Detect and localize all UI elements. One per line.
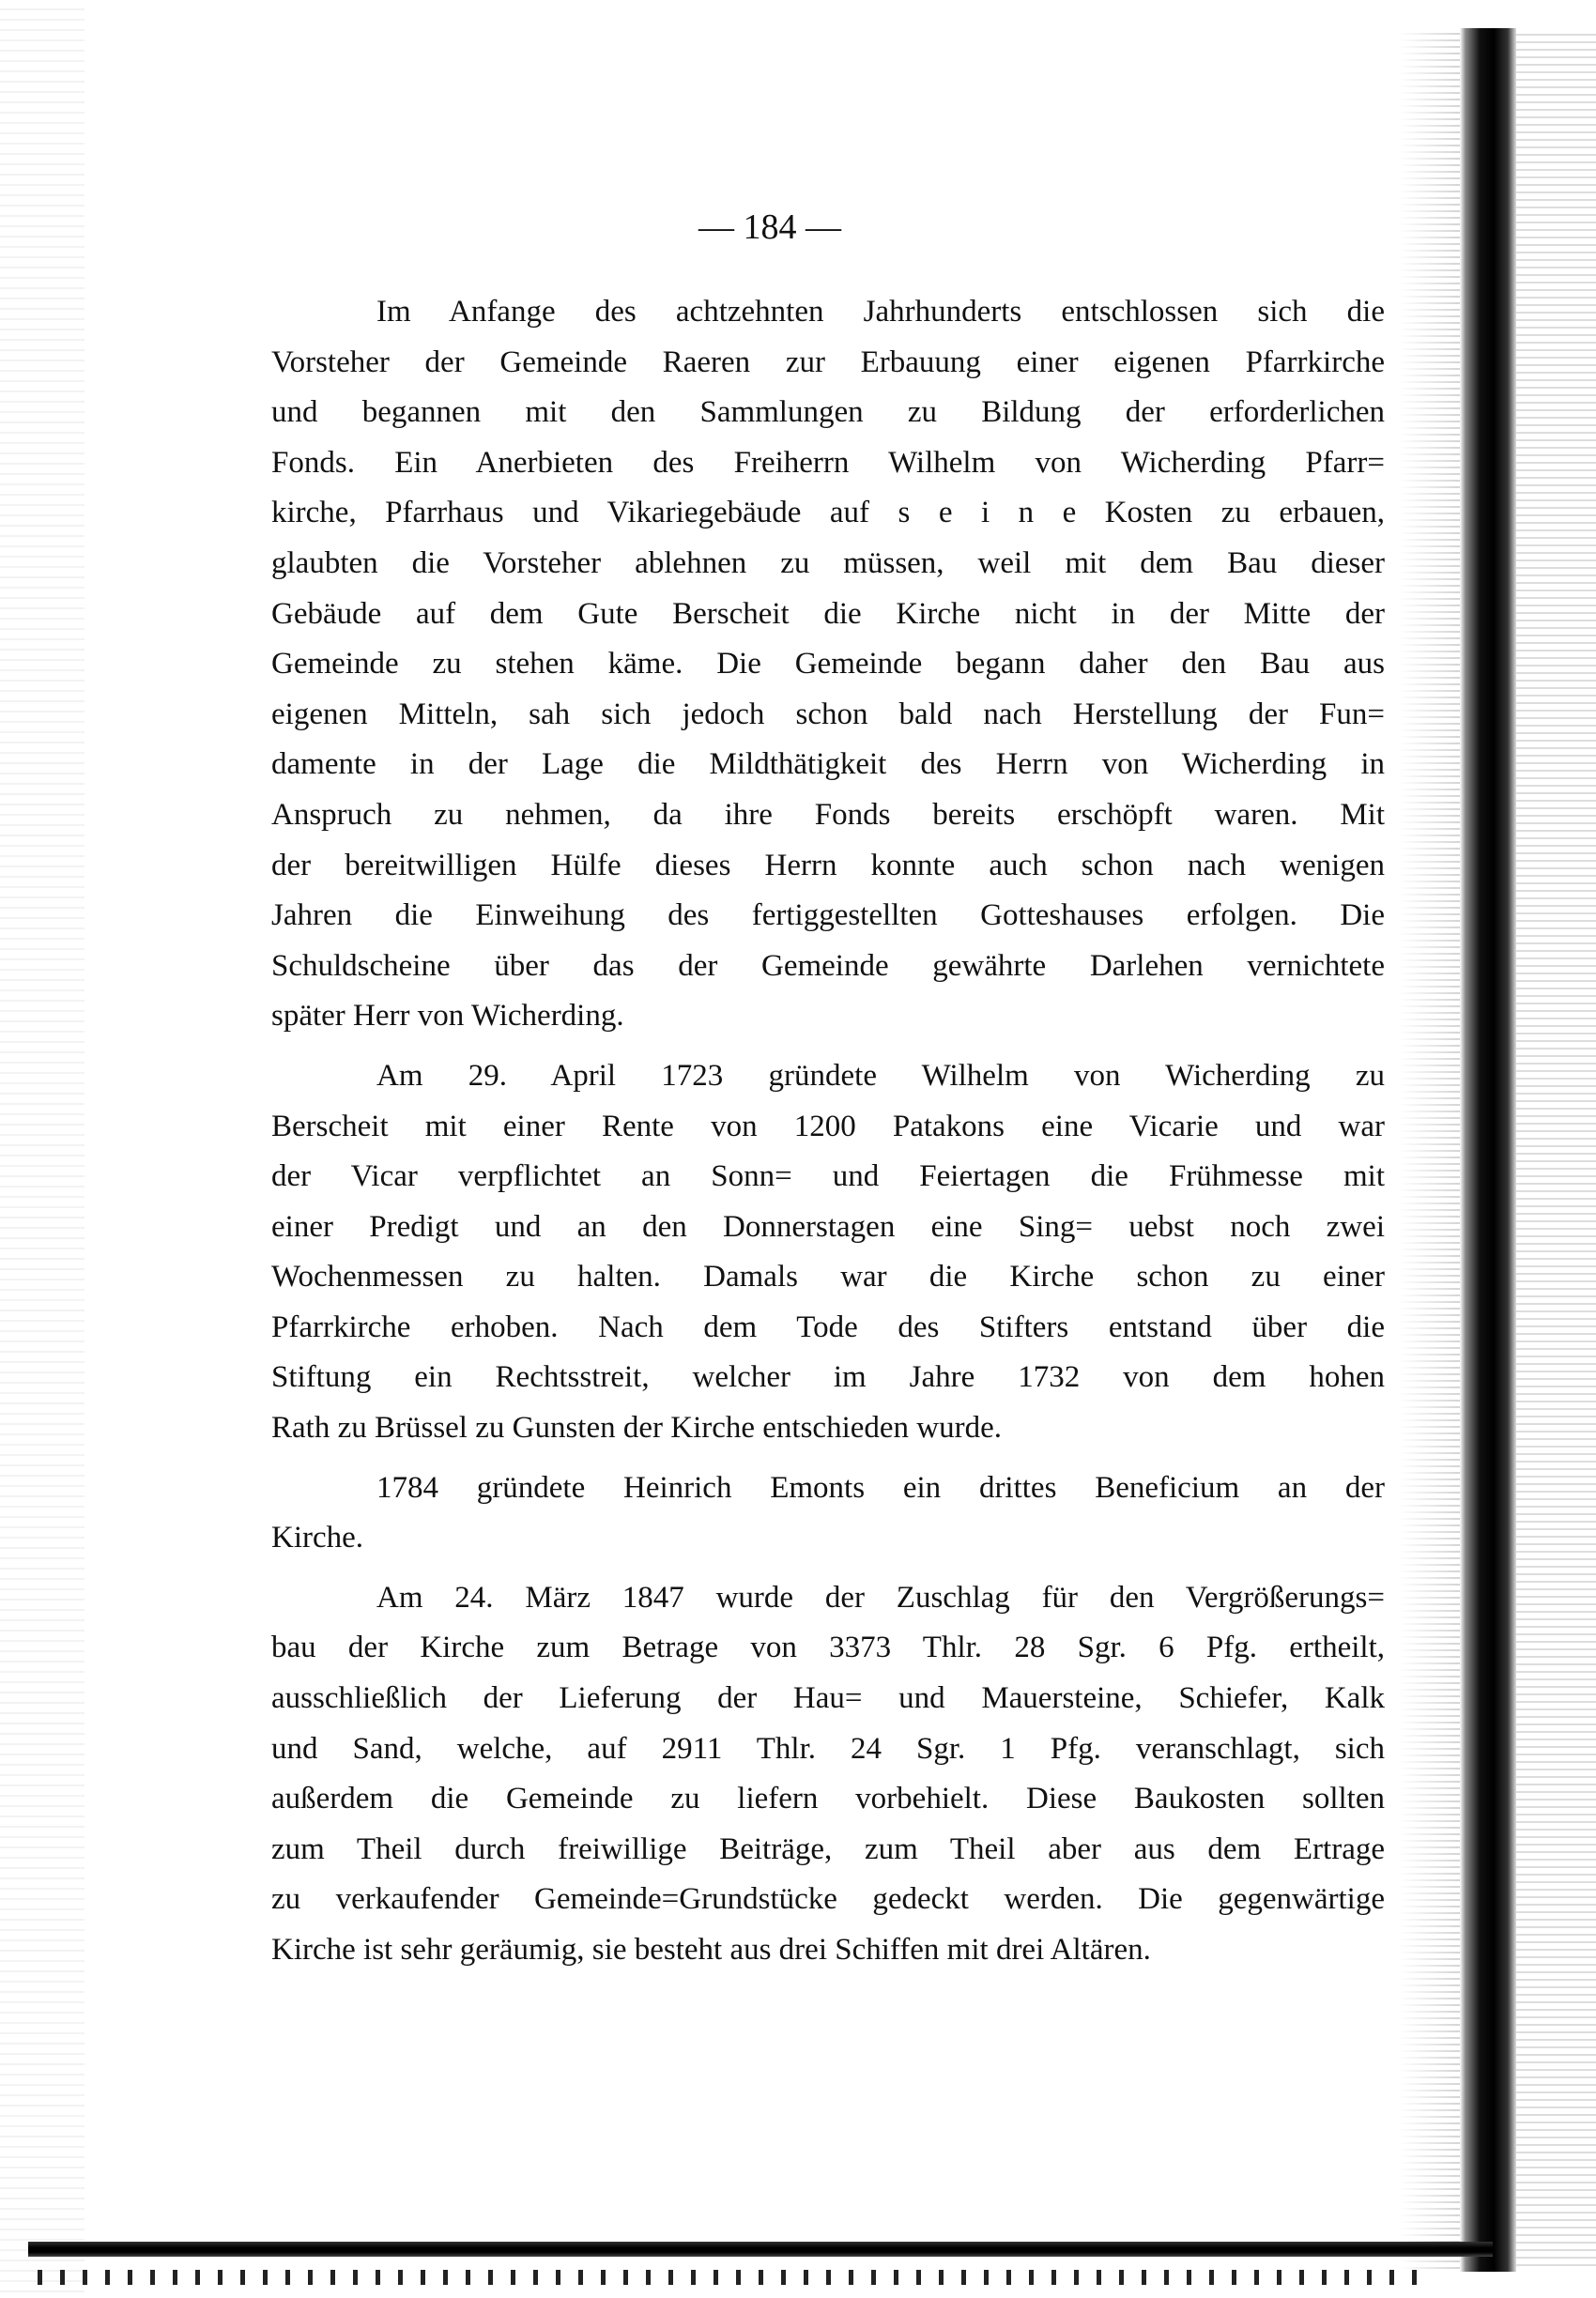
text-line: glaubten die Vorsteher ablehnen zu müssen, weil mit dem Bau dieser [271,545,1385,580]
text-line: Jahren die Einweihung des fertiggestellten Gotteshauses erfolgen. Die [271,898,1385,933]
paragraph-gap [271,1454,1385,1463]
paragraph [271,1463,1385,1564]
paragraph-gap [271,1564,1385,1573]
text-line: Im Anfange des achtzehnten Jahrhunderts entschlossen sich die [376,295,1385,329]
text-line: einer Predigt und an den Donnerstagen eine Sing= uebst noch zwei [271,1209,1385,1244]
paragraph [271,1573,1385,1976]
scan-right-edge [1516,28,1596,2272]
text-line: bau der Kirche zum Betrage von 3373 Thlr. 28 Sgr. 6 Pfg. ertheilt, [271,1631,1385,1665]
text-line: zu verkaufender Gemeinde=Grundstücke gedeckt werden. Die gegenwärtige [271,1882,1385,1917]
body-text [271,287,1385,1976]
paragraph [271,1051,1385,1454]
text-line: ausschließlich der Lieferung der Hau= und Mauersteine, Schiefer, Kalk [271,1681,1385,1716]
text-line: Am 29. April 1723 gründete Wilhelm von Wicherding zu [376,1058,1385,1093]
text-line: Gemeinde zu stehen käme. Die Gemeinde begann daher den Bau aus [271,647,1385,682]
text-line: Wochenmessen zu halten. Damals war die Kirche schon zu einer [271,1260,1385,1295]
text-line: Fonds. Ein Anerbieten des Freiherrn Wilhelm von Wicherding Pfarr= [271,445,1385,480]
text-line: kirche, Pfarrhaus und Vikariegebäude auf s e i n e Kosten zu erbauen, [271,496,1385,530]
text-line: damente in der Lage die Mildthätigkeit des Herrn von Wicherding in [271,747,1385,782]
text-line: später Herr von Wicherding. [271,999,624,1034]
scan-bottom-edge [28,2242,1493,2257]
text-line: und Sand, welche, auf 2911 Thlr. 24 Sgr. 1 Pfg. veranschlagt, sich [271,1731,1385,1766]
text-line: Berscheit mit einer Rente von 1200 Patakons eine Vicarie und war [271,1109,1385,1143]
text-line: Vorsteher der Gemeinde Raeren zur Erbauung einer eigenen Pfarrkirche [271,345,1385,379]
text-line: Schuldscheine über das der Gemeinde gewährte Darlehen vernichtete [271,948,1385,983]
text-line: Gebäude auf dem Gute Berscheit die Kirche nicht in der Mitte der [271,596,1385,631]
text-line: zum Theil durch freiwillige Beiträge, zum Theil aber aus dem Ertrage [271,1831,1385,1866]
text-line: Anspruch zu nehmen, da ihre Fonds bereits erschöpft waren. Mit [271,797,1385,832]
text-line: und begannen mit den Sammlungen zu Bildung der erforderlichen [271,395,1385,430]
book-spine-gutter [1460,28,1516,2272]
text-line: außerdem die Gemeinde zu liefern vorbehielt. Diese Baukosten sollten [271,1782,1385,1816]
scan-bottom-ticks [38,2270,1427,2285]
text-line: Kirche. [271,1521,364,1555]
text-line: der bereitwilligen Hülfe dieses Herrn konnte auch schon nach wenigen [271,848,1385,882]
text-line: Rath zu Brüssel zu Gunsten der Kirche entschieden wurde. [271,1411,1003,1446]
text-line: der Vicar verpflichtet an Sonn= und Feiertagen die Frühmesse mit [271,1159,1385,1194]
text-line: Stiftung ein Rechtsstreit, welcher im Jahre 1732 von dem hohen [271,1360,1385,1395]
text-line: Am 24. März 1847 wurde der Zuschlag für den Vergrößerungs= [376,1580,1385,1615]
scan-spine-shadow [1399,28,1465,2272]
text-line: eigenen Mitteln, sah sich jedoch schon bald nach Herstellung der Fun= [271,697,1385,731]
scan-left-edge [0,0,84,2298]
text-line: Pfarrkirche erhoben. Nach dem Tode des Stifters entstand über die [271,1310,1385,1344]
text-line: 1784 gründete Heinrich Emonts ein drittes Beneficium an der [376,1470,1385,1505]
paragraph-gap [271,1042,1385,1051]
text-line: Kirche ist sehr geräumig, sie besteht aus drei Schiffen mit drei Altären. [271,1933,1151,1967]
page-number [0,207,1596,248]
paragraph [271,287,1385,1042]
page-number-text: — 184 — [698,207,841,247]
